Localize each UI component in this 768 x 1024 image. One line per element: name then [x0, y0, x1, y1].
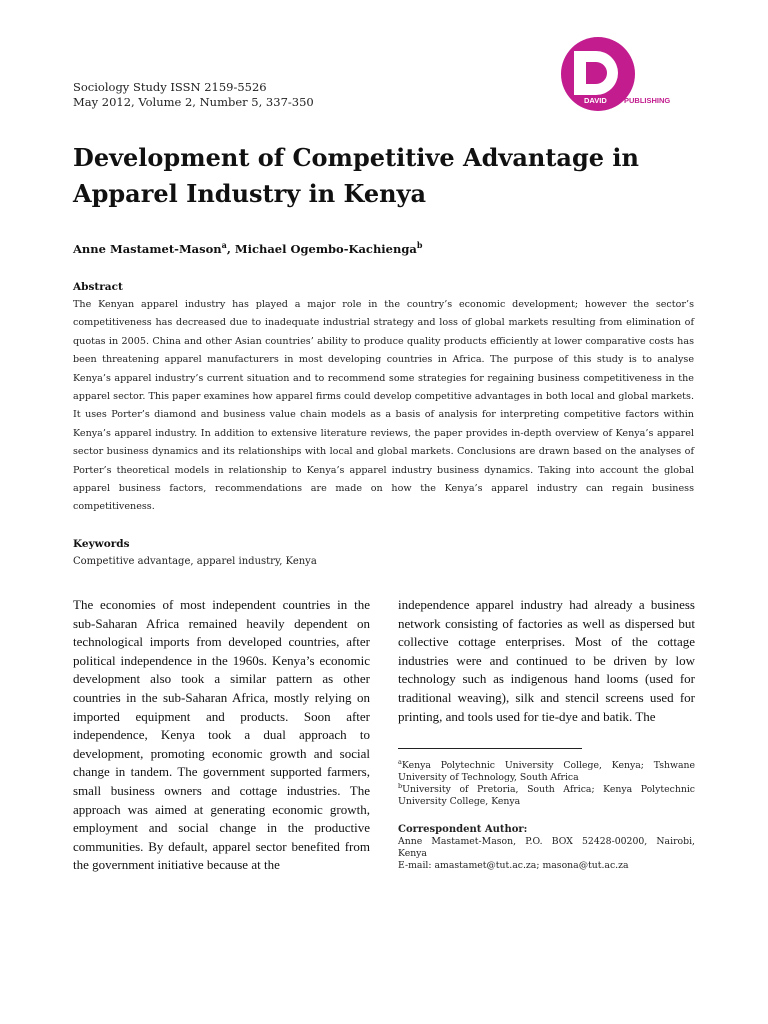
abstract-heading: Abstract	[73, 281, 123, 293]
correspondent-heading-text: Correspondent Author:	[398, 824, 528, 835]
journal-header	[73, 80, 314, 109]
footnotes	[398, 757, 695, 872]
affiliation-a-text: Kenya Polytechnic University College, Kenya; Tshwane University of Technology, South Africa	[398, 760, 695, 783]
keywords-text: Competitive advantage, apparel industry, Kenya	[73, 556, 317, 567]
affiliation-b	[398, 781, 695, 808]
body-column-left: The economies of most independent countries in the sub-Saharan Africa remained heavily dependent on technological imports from developed countries, after political independence in the 1960s. Kenya’s economic development also took a similar pattern as other countries in the sub-Saharan Africa, mostly relying on imported equipment and products. Soon after independence, Kenya took a dual approach to development, promoting economic growth and social change in tandem. The government supported farmers, small business owners and cottage industries. The approach was aimed at generating economic growth, employment and social change in the productive communities. By default, apparel sector benefited from the government initiative because at the	[73, 597, 370, 873]
footnote-divider	[398, 748, 582, 749]
keywords-heading: Keywords	[73, 538, 130, 550]
journal-issue-line: May 2012, Volume 2, Number 5, 337-350	[73, 94, 314, 109]
body-column-right: independence apparel industry had already a business network consisting of factories as well as dispersed but collective cottage enterprises. Most of the cottage industries were and continued to be driven by low technology such as indigenous hand looms (used for traditional weaving), silk and stencil screens used for printing, and tools used for tie-dye and batik. The	[398, 597, 695, 724]
author-name: Anne Mastamet-Mason	[73, 242, 222, 256]
publisher-logo	[556, 37, 696, 117]
author-name: Michael Ogembo-Kachienga	[234, 242, 417, 256]
correspondent-address: Anne Mastamet-Mason, P.O. BOX 52428-00200, Nairobi, Kenya	[398, 836, 695, 859]
affiliation-mark: b	[416, 240, 423, 251]
author-separator: ,	[226, 242, 235, 256]
journal-issn-line: Sociology Study ISSN 2159-5526	[73, 80, 267, 94]
abstract-text: The Kenyan apparel industry has played a major role in the country’s economic development; however the sector’s competitiveness has decreased due to inadequate industrial strategy and loss of global markets resulting from elimination of quotas in 2005. China and other Asian countries’ ability to produce quality products efficiently at lower comparative costs has been threatening apparel manufacturers in most developing countries in Africa. The purpose of this study is to analyse Kenya’s apparel industry’s current situation and to recommend some strategies for regaining business competitiveness in the apparel sector. This paper examines how apparel firms could develop competitive advantages in both local and global markets. It uses Porter’s diamond and business value chain models as a basis of analysis for interpreting competitive factors within Kenya’s apparel industry. In addition to extensive literature reviews, the paper provides in-depth overview of Kenya’s apparel sector business dynamics and its relationships with local and global markets. Conclusions are drawn based on the analyses of Porter’s theoretical models in relationship to Kenya’s apparel industry business dynamics. Taking into account the global apparel business factors, recommendations are made on how the Kenya’s apparel industry can regain business competitiveness.	[73, 299, 694, 513]
affiliation-mark: a	[398, 757, 402, 766]
correspondent-email: E-mail: amastamet@tut.ac.za; masona@tut.ac.za	[398, 860, 629, 871]
affiliation-a	[398, 757, 695, 784]
affiliation-mark: b	[398, 781, 403, 790]
affiliation-mark: a	[221, 240, 227, 251]
logo-brand-right: PUBLISHING	[624, 96, 671, 105]
author-list	[73, 242, 422, 256]
paper-title: Development of Competitive Advantage in Apparel Industry in Kenya	[73, 143, 639, 208]
affiliation-b-text: University of Pretoria, South Africa; Kenya Polytechnic University College, Kenya	[398, 784, 695, 807]
publisher-logo-mark	[556, 37, 696, 117]
logo-brand-left: DAVID	[584, 96, 607, 105]
correspondent-heading	[398, 824, 695, 836]
